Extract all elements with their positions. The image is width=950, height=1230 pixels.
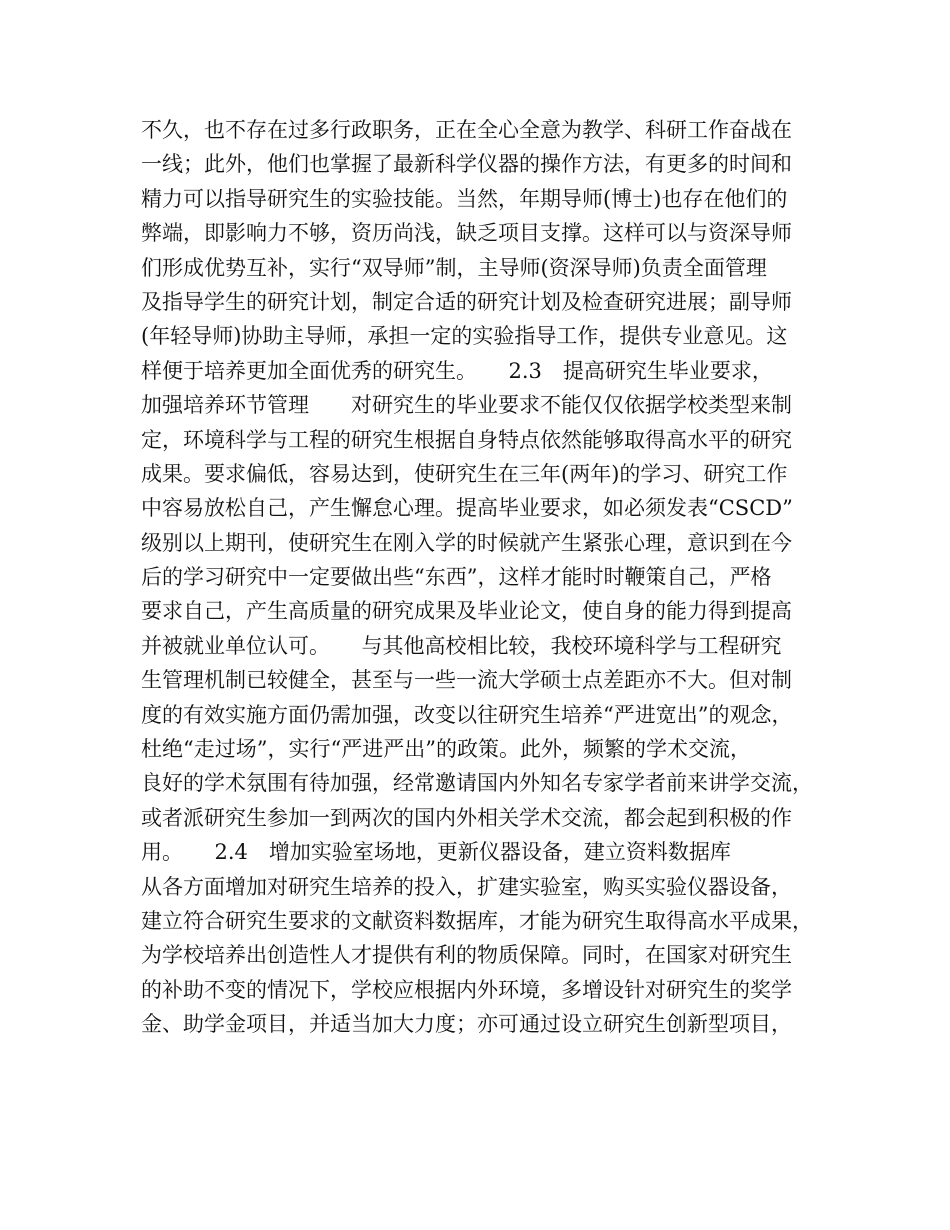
text-line: 成果。要求偏低，容易达到，使研究生在三年(两年)的学习、研究工作 xyxy=(141,461,788,486)
text-line: 后的学习研究中一定要做出些“东西”，这样才能时时鞭策自己，严格 xyxy=(141,565,772,590)
text-line: 加强培养环节管理 对研究生的毕业要求不能仅仅依据学校类型来制 xyxy=(141,393,792,418)
text-line: 杜绝“走过场”，实行“严进严出”的政策。此外，频繁的学术交流， xyxy=(141,737,751,762)
text-line: 及指导学生的研究计划，制定合适的研究计划及检查研究进展；副导师 xyxy=(141,289,792,314)
text-line: 并被就业单位认可。 与其他高校相比较，我校环境科学与工程研究 xyxy=(141,633,782,658)
text-line: 的补助不变的情况下，学校应根据内外环境，多增设针对研究生的奖学 xyxy=(141,977,792,1002)
text-line: 一线；此外，他们也掌握了最新科学仪器的操作方法，有更多的时间和 xyxy=(141,152,792,177)
text-line: 度的有效实施方面仍需加强，改变以往研究生培养“严进宽出”的观念， xyxy=(141,702,793,727)
body-text xyxy=(141,113,841,1042)
text-line: 定，环境科学与工程的研究生根据自身特点依然能够取得高水平的研究 xyxy=(141,427,792,452)
text-line: 用。 2.4 增加实验室场地，更新仪器设备，建立资料数据库 xyxy=(141,840,731,865)
text-line: 要求自己，产生高质量的研究成果及毕业论文，使自身的能力得到提高 xyxy=(141,599,792,624)
text-line: 为学校培养出创造性人才提供有利的物质保障。同时，在国家对研究生 xyxy=(141,943,792,968)
text-line: 不久，也不存在过多行政职务，正在全心全意为教学、科研工作奋战在 xyxy=(141,118,792,142)
text-line: 建立符合研究生要求的文献资料数据库，才能为研究生取得高水平成果， xyxy=(141,908,813,933)
text-line: 金、助学金项目，并适当加大力度；亦可通过设立研究生创新型项目， xyxy=(141,1012,792,1037)
text-line: 级别以上期刊，使研究生在刚入学的时候就产生紧张心理，意识到在今 xyxy=(141,530,792,555)
text-line: 良好的学术氛围有待加强，经常邀请国内外知名专家学者前来讲学交流， xyxy=(141,771,813,796)
text-line: 生管理机制已较健全，甚至与一些一流大学硕士点差距亦不大。但对制 xyxy=(141,668,792,693)
text-line: 中容易放松自己，产生懈怠心理。提高毕业要求，如必须发表“CSCD” xyxy=(141,496,793,521)
text-line: 从各方面增加对研究生培养的投入，扩建实验室，购买实验仪器设备， xyxy=(141,874,792,899)
text-line: 样便于培养更加全面优秀的研究生。 2.3 提高研究生毕业要求， xyxy=(141,358,773,383)
text-line: (年轻导师)协助主导师，承担一定的实验指导工作，提供专业意见。这 xyxy=(141,324,788,349)
text-line: 或者派研究生参加一到两次的国内外相关学术交流，都会起到积极的作 xyxy=(141,805,792,830)
text-line: 精力可以指导研究生的实验技能。当然，年期导师(博士)也存在他们的 xyxy=(141,186,788,211)
text-line: 们形成优势互补，实行“双导师”制，主导师(资深导师)负责全面管理 xyxy=(141,255,767,280)
text-line: 弊端，即影响力不够，资历尚浅，缺乏项目支撑。这样可以与资深导师 xyxy=(141,221,792,246)
